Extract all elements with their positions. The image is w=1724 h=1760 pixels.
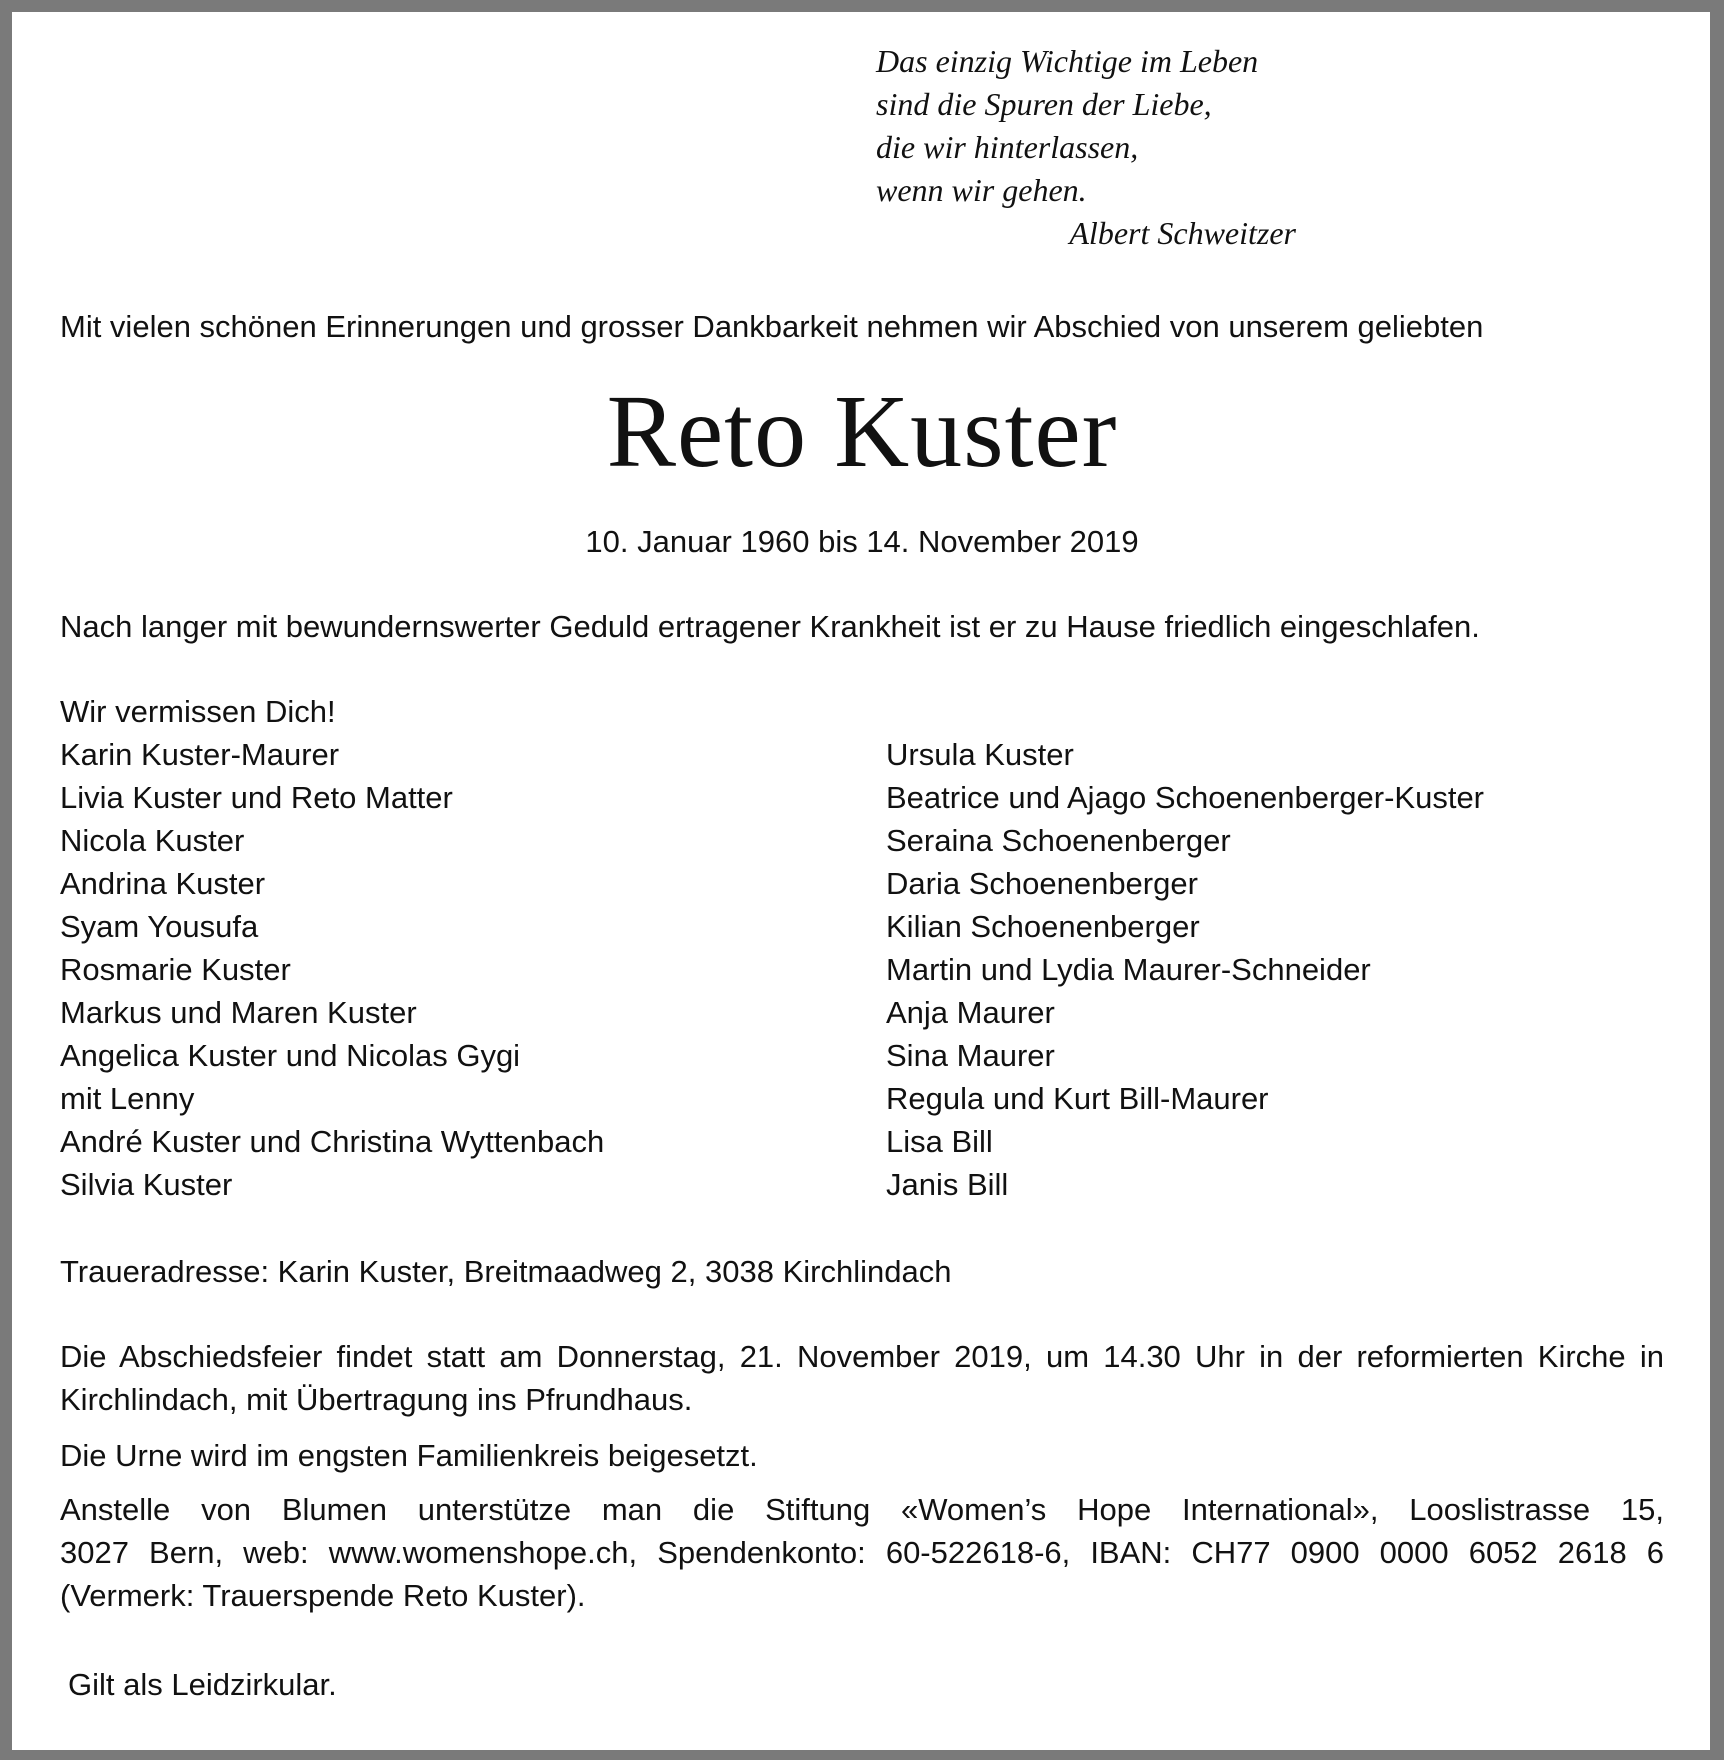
mourner-name: mit Lenny [60,1081,195,1116]
mourner-name: Lisa Bill [886,1124,993,1159]
mourner-name: Karin Kuster-Maurer [60,737,340,772]
mourner-name: Sina Maurer [886,1038,1055,1073]
mourner-name: Angelica Kuster und Nicolas Gygi [60,1038,521,1073]
mourner-name: Syam Yousufa [60,909,259,944]
quote-line: wenn wir gehen. [876,172,1087,208]
donation-line: (Vermerk: Trauerspende Reto Kuster). [60,1578,586,1613]
mourner-name: Andrina Kuster [60,866,266,901]
ceremony-notice: Die Abschiedsfeier findet statt am Donnerstag, 21. November 2019, um 14.30 Uhr in der reformierten Kirche in Kirchlindach, mit Übertragung ins Pfrundhaus. [60,1339,1664,1417]
mourner-name: Silvia Kuster [60,1167,233,1202]
mourner-name: Regula und Kurt Bill-Maurer [886,1081,1269,1116]
quote-line: die wir hinterlassen, [876,129,1139,165]
mourner-name: Rosmarie Kuster [60,952,291,987]
mourner-name: Ursula Kuster [886,737,1074,772]
circular-note: Gilt als Leidzirkular. [68,1667,337,1702]
mourner-name: Daria Schoenenberger [886,866,1198,901]
mourner-name: Nicola Kuster [60,823,245,858]
mourner-name: Seraina Schoenenberger [886,823,1231,858]
donation-notice [60,1488,1664,1617]
deceased-name: Reto Kuster [606,374,1118,489]
life-dates: 10. Januar 1960 bis 14. November 2019 [585,524,1139,559]
donation-line: Anstelle von Blumen unterstütze man die Stiftung «Women’s Hope International», Looslistrasse 15, [60,1492,1664,1527]
passing-text: Nach langer mit bewundernswerter Geduld ertragener Krankheit ist er zu Hause friedlich eingeschlafen. [60,609,1480,644]
mourner-name: Beatrice und Ajago Schoenenberger-Kuster [886,780,1485,815]
miss-you-text: Wir vermissen Dich! [60,694,336,729]
mourner-name: Markus und Maren Kuster [60,995,417,1030]
urn-notice: Die Urne wird im engsten Familienkreis beigesetzt. [60,1438,758,1473]
quote-line: sind die Spuren der Liebe, [876,86,1212,122]
mourners-left-column [60,733,604,1206]
mourner-name: Livia Kuster und Reto Matter [60,780,453,815]
mourner-name: Kilian Schoenenberger [886,909,1200,944]
mourner-name: André Kuster und Christina Wyttenbach [60,1124,605,1159]
mourner-name: Anja Maurer [886,995,1055,1030]
quote-author: Albert Schweitzer [1069,215,1296,251]
mourner-name: Martin und Lydia Maurer-Schneider [886,952,1371,987]
quote-line: Das einzig Wichtige im Leben [876,43,1259,79]
mourner-name: Janis Bill [886,1167,1009,1202]
intro-text: Mit vielen schönen Erinnerungen und grosser Dankbarkeit nehmen wir Abschied von unserem geliebten [60,309,1484,344]
mourning-address: Traueradresse: Karin Kuster, Breitmaadweg 2, 3038 Kirchlindach [60,1254,952,1289]
donation-line: 3027 Bern, web: www.womenshope.ch, Spendenkonto: 60-522618-6, IBAN: CH77 0900 0000 6052 2618 6 [60,1535,1664,1570]
mourners-right-column [886,733,1484,1206]
epigraph-quote [876,40,1296,255]
